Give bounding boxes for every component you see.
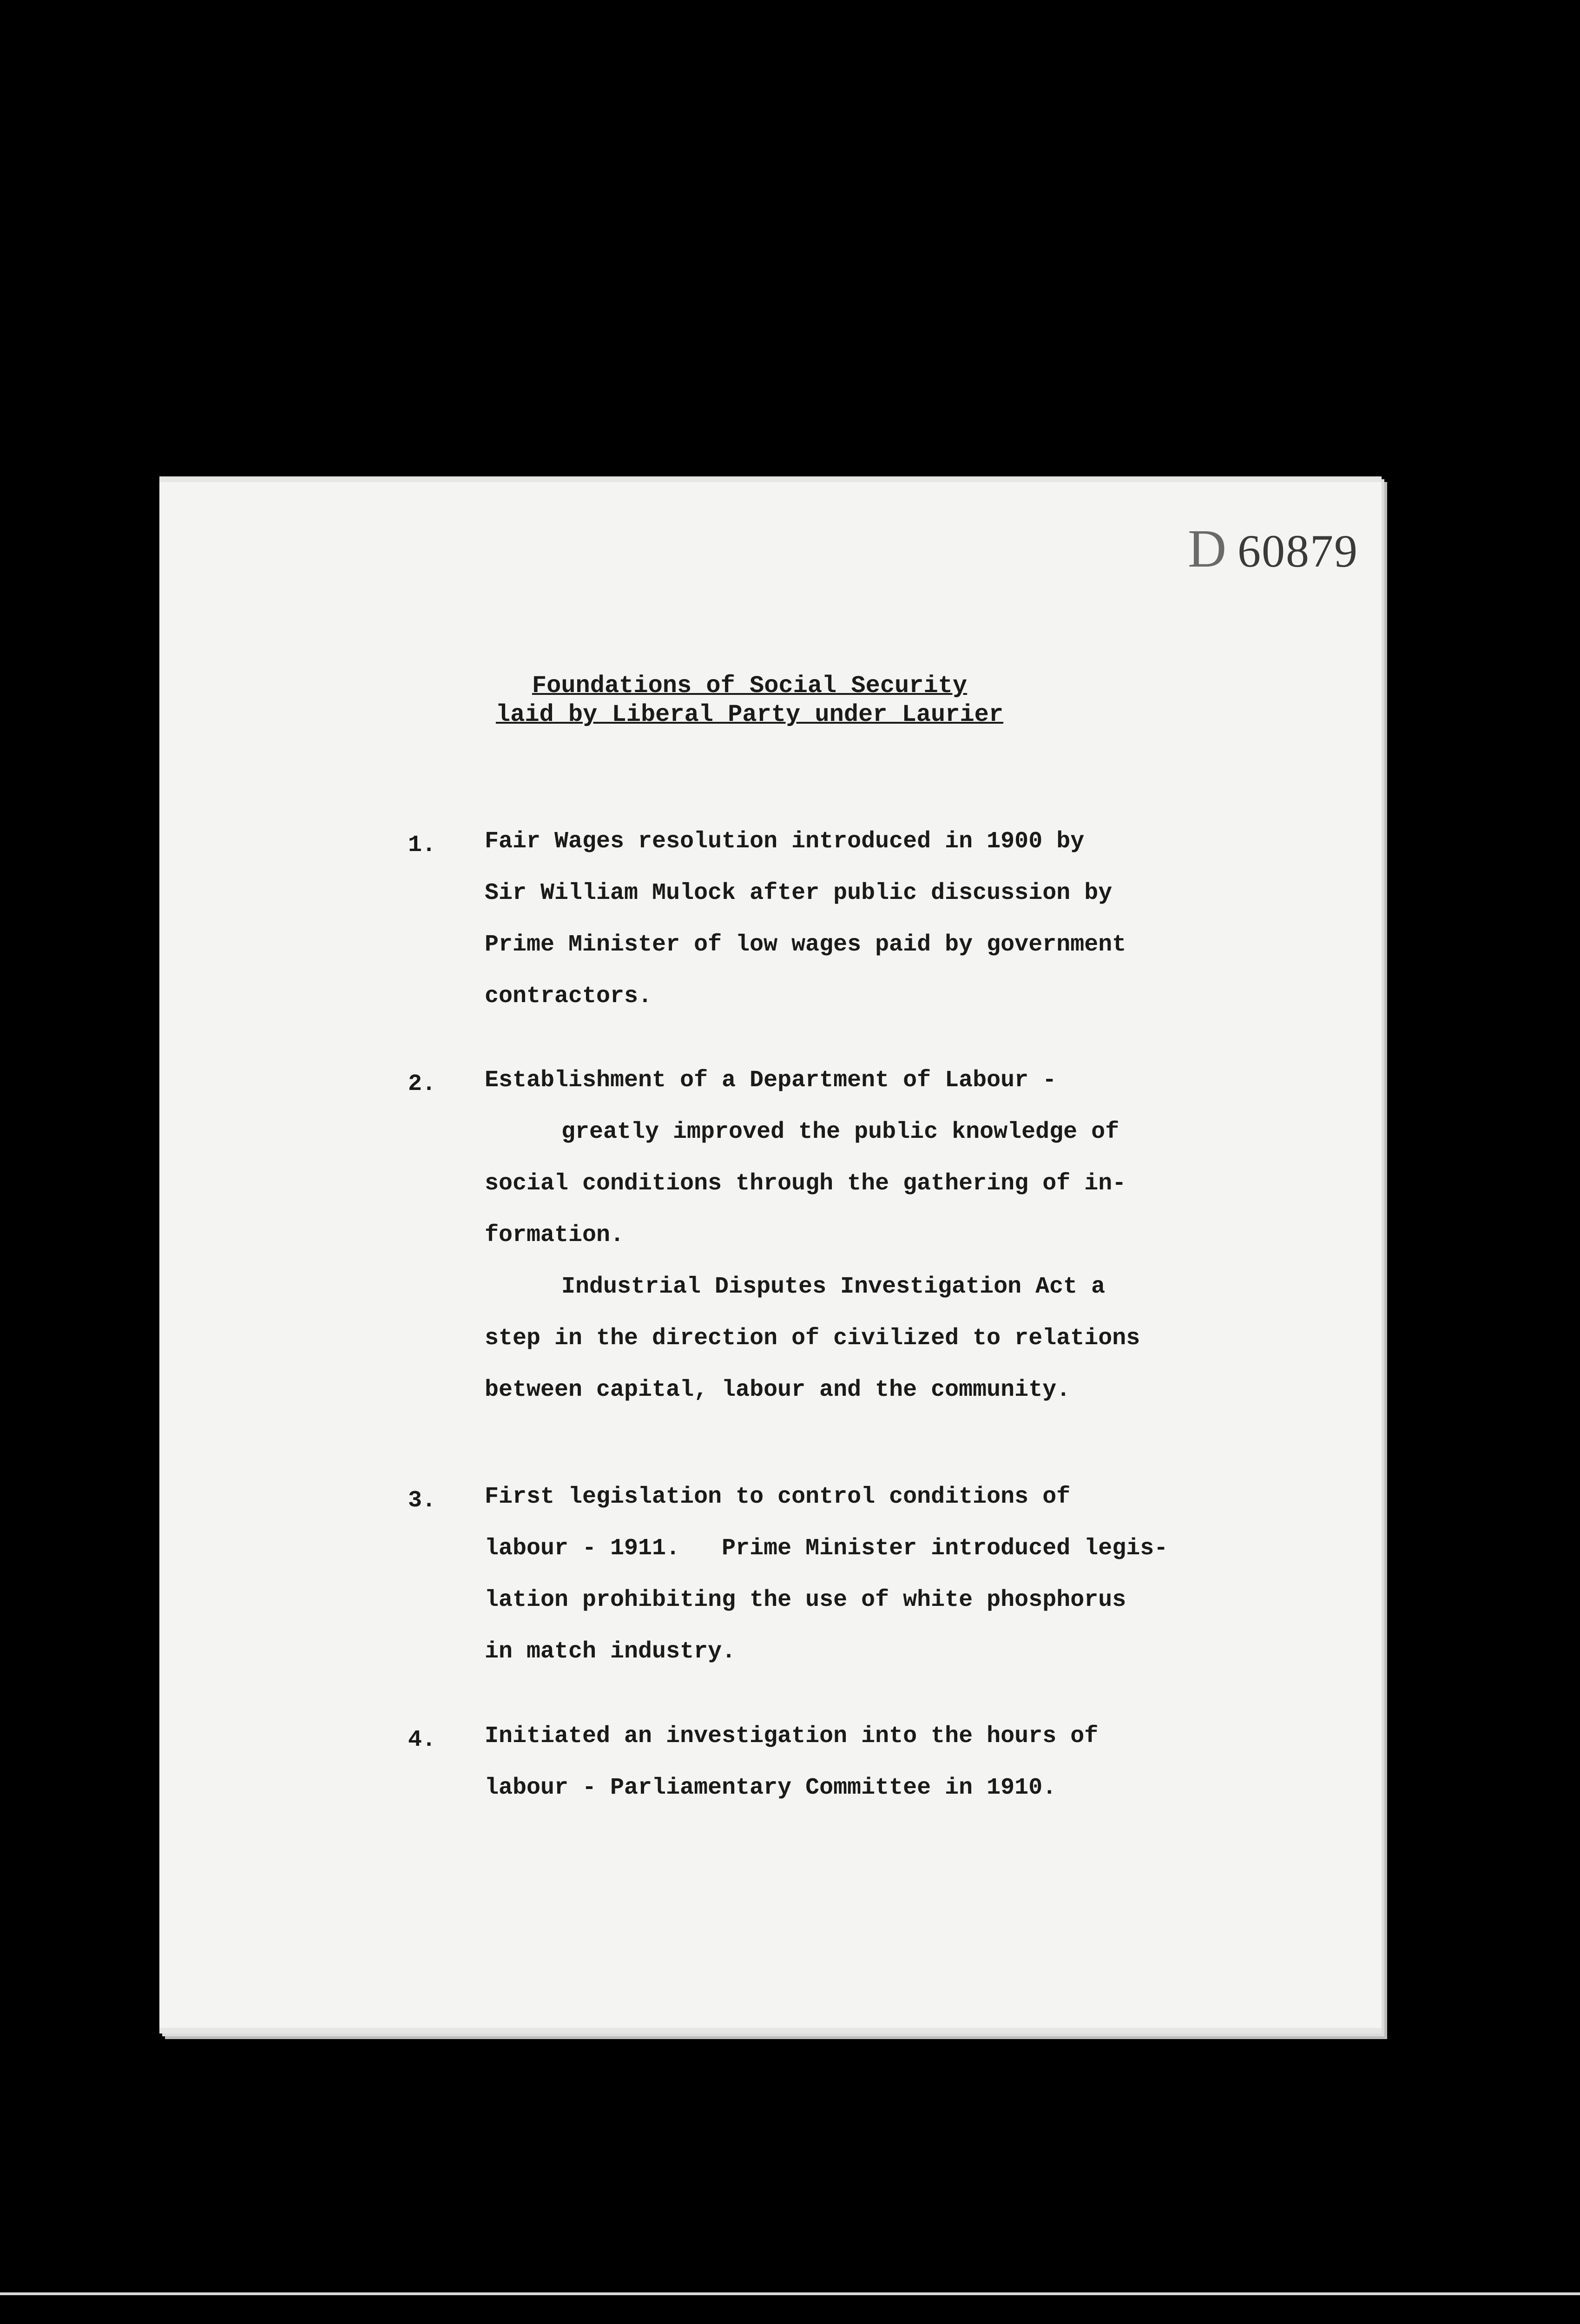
item-1-number: 1. xyxy=(408,832,436,858)
item-1-line-2: Sir William Mulock after public discussion by xyxy=(485,880,1113,906)
item-2-line-3: social conditions through the gathering of in- xyxy=(485,1170,1126,1197)
item-2-line-1: Establishment of a Department of Labour - xyxy=(485,1067,1057,1094)
item-2-line-6: step in the direction of civilized to relations xyxy=(485,1325,1140,1352)
stamp-number: 60879 xyxy=(1238,525,1358,577)
item-2-line-7: between capital, labour and the community. xyxy=(485,1377,1071,1403)
paper-bottom-edge xyxy=(159,2028,1382,2034)
stamp-letter: D xyxy=(1187,519,1227,578)
item-3-line-3: lation prohibiting the use of white phosphorus xyxy=(485,1587,1126,1613)
title-line-1: Foundations of Social Security xyxy=(532,672,968,700)
item-2-number: 2. xyxy=(408,1071,436,1097)
item-4-line-2: labour - Parliamentary Committee in 1910. xyxy=(485,1775,1057,1801)
item-3-line-1: First legislation to control conditions of xyxy=(485,1484,1071,1510)
item-1-line-1: Fair Wages resolution introduced in 1900 by xyxy=(485,828,1085,855)
item-3-line-2: labour - 1911. Prime Minister introduced legis- xyxy=(485,1535,1168,1562)
item-1-line-3: Prime Minister of low wages paid by government xyxy=(485,931,1126,958)
numbered-list xyxy=(159,476,1382,2034)
item-4-number: 4. xyxy=(408,1727,436,1753)
title-line-2: laid by Liberal Party under Laurier xyxy=(495,701,1004,728)
scan-bottom-border xyxy=(0,2292,1580,2295)
document-page xyxy=(159,476,1382,2034)
item-2-line-4: formation. xyxy=(485,1222,625,1248)
item-2-line-5: Industrial Disputes Investigation Act a xyxy=(561,1274,1106,1300)
item-3-line-4: in match industry. xyxy=(485,1638,736,1665)
item-4-line-1: Initiated an investigation into the hours of xyxy=(485,1723,1099,1750)
item-1-line-4: contractors. xyxy=(485,983,652,1010)
item-2-line-2: greatly improved the public knowledge of xyxy=(561,1119,1119,1145)
item-3-number: 3. xyxy=(408,1487,436,1514)
